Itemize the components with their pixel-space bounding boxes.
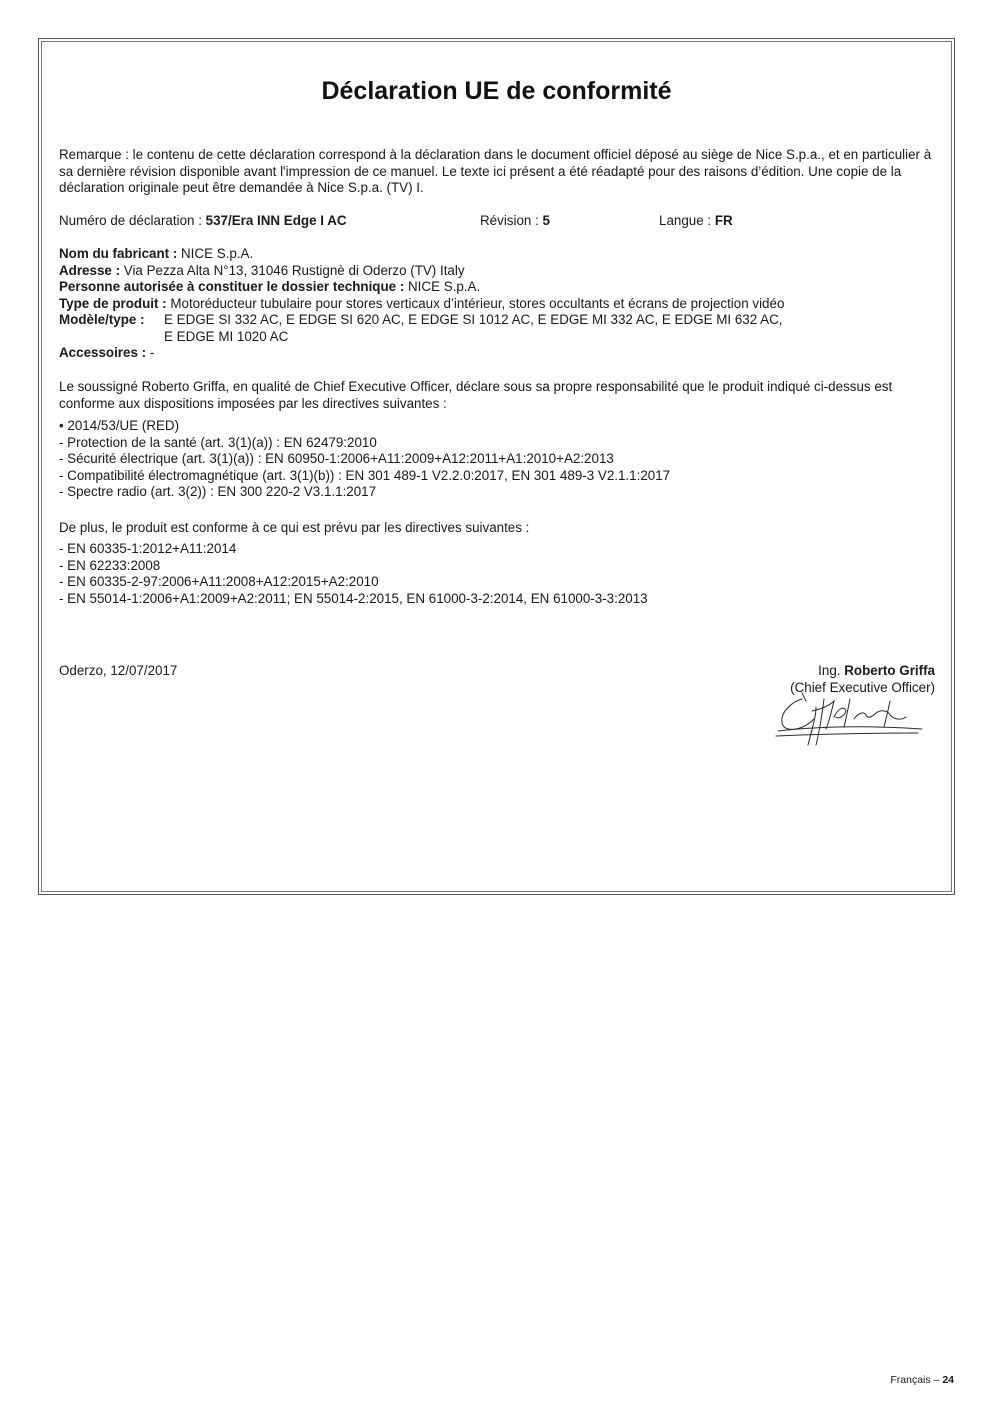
directive-item: - Spectre radio (art. 3(2)) : EN 300 220-2 V3.1.1:2017 — [59, 484, 377, 499]
accessories: Accessoires : - — [59, 345, 155, 360]
manufacturer-block — [59, 246, 935, 362]
declaration-number: Numéro de déclaration : 537/Era INN Edge I AC — [59, 213, 347, 228]
place-date: Oderzo, 12/07/2017 — [59, 663, 178, 678]
declaration-info-row — [59, 213, 935, 230]
directives-list — [59, 418, 935, 501]
declaration-revision: Révision : 5 — [480, 213, 550, 228]
directive-item: • 2014/53/UE (RED) — [59, 418, 180, 433]
remark-paragraph: Remarque : le contenu de cette déclaration correspond à la déclaration dans le document officiel déposé au siège de Nice S.p.a., et en particulier à sa dernière révision disponible avant l'impression de ce manuel. Le texte ici présent a été réadapté pour des raisons d’édition. Une copie de la déclaration originale peut être demandée à Nice S.p.a. (TV) I. — [59, 147, 932, 195]
responsibility-statement: Le soussigné Roberto Griffa, en qualité de Chief Executive Officer, déclare sous sa propre responsabilité que le produit indiqué ci-dessus est conforme aux dispositions imposées par les directives suivantes : — [59, 379, 893, 411]
norm-item: - EN 60335-1:2012+A11:2014 — [59, 541, 237, 556]
declaration-language: Langue : FR — [659, 213, 733, 228]
directive-item: - Protection de la santé (art. 3(1)(a)) : EN 62479:2010 — [59, 434, 377, 450]
model-type: Modèle/type : E EDGE SI 332 AC, E EDGE SI 620 AC, E EDGE SI 1012 AC, E EDGE MI 332 AC, E EDGE MI 632 AC, — [59, 312, 783, 327]
page-number: 24 — [942, 1374, 954, 1386]
signer-name: Ing. Roberto Griffa — [818, 663, 935, 678]
norm-item: - EN 62233:2008 — [59, 557, 161, 573]
page-footer: Français – 24 — [890, 1374, 954, 1386]
authorized-person: Personne autorisée à constituer le dossier technique : NICE S.p.A. — [59, 279, 481, 294]
signer-role: (Chief Executive Officer) — [790, 679, 935, 695]
model-type-continued: E EDGE MI 1020 AC — [164, 328, 289, 344]
norms-list — [59, 541, 935, 607]
norm-item: - EN 60335-2-97:2006+A11:2008+A12:2015+A2:2010 — [59, 574, 379, 589]
directive-item: - Sécurité électrique (art. 3(1)(a)) : EN 60950-1:2006+A11:2009+A12:2011+A1:2010+A2:2013 — [59, 451, 614, 466]
signature-icon — [772, 689, 932, 749]
product-type: Type de produit : Motoréducteur tubulaire pour stores verticaux d’intérieur, stores occultants et écrans de projection vidéo — [59, 295, 785, 311]
directive-item: - Compatibilité électromagnétique (art. 3(1)(b)) : EN 301 489-1 V2.2.0:2017, EN 301 489-3 V2.1.1:2017 — [59, 467, 671, 483]
additional-statement: De plus, le produit est conforme à ce qui est prévu par les directives suivantes : — [59, 520, 530, 535]
manufacturer-address: Adresse : Via Pezza Alta N°13, 31046 Rustignè di Oderzo (TV) Italy — [59, 262, 465, 278]
page-title: Déclaration UE de conformité — [321, 77, 672, 105]
manufacturer-name: Nom du fabricant : NICE S.p.A. — [59, 246, 254, 261]
norm-item: - EN 55014-1:2006+A1:2009+A2:2011; EN 55014-2:2015, EN 61000-3-2:2014, EN 61000-3-3:2013 — [59, 590, 648, 606]
